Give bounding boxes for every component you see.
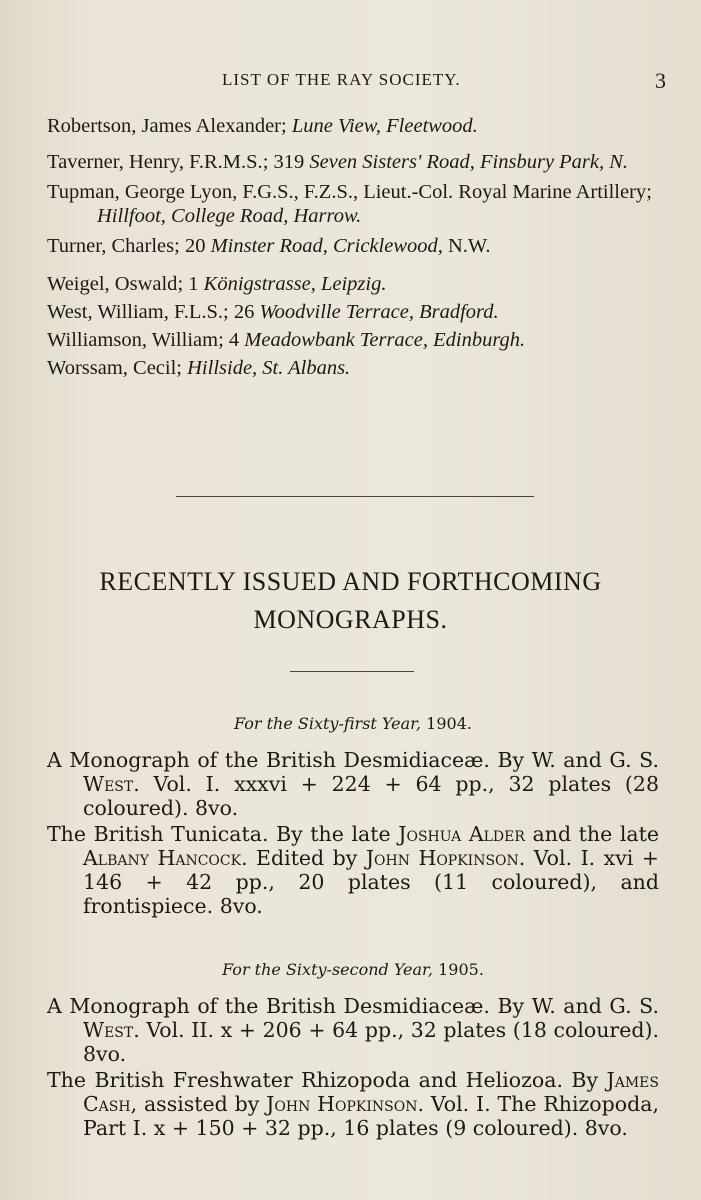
address-number: 26	[233, 301, 255, 323]
address-number: 20	[184, 235, 206, 257]
section-title-line: RECENTLY ISSUED AND FORTHCOMING	[99, 567, 602, 596]
member-name: Williamson, William	[47, 329, 219, 351]
monograph-text: Vol. II. x + 206 + 64 pp., 32 plates (18 coloured). 8vo.	[83, 1018, 659, 1066]
member-name: Turner, Charles	[47, 235, 175, 257]
member-entry: Williamson, William; 4 Meadowbank Terrace, Edinburgh.	[47, 329, 526, 351]
member-entry: West, William, F.L.S.; 26 Woodville Terrace, Bradford.	[47, 301, 499, 323]
member-entry: Worssam, Cecil; Hillside, St. Albans.	[47, 357, 351, 379]
monograph-text: The British Tunicata. By the late	[47, 822, 391, 846]
year-number: 1904.	[426, 714, 472, 733]
member-name: Worssam, Cecil	[47, 357, 177, 379]
member-address: Hillfoot, College Road, Harrow.	[97, 205, 362, 227]
author-name: James Cash	[83, 1068, 659, 1116]
address-tail: N.W.	[448, 235, 491, 257]
member-name: Weigel, Oswald	[47, 273, 178, 295]
section-title-line: MONOGRAPHS.	[253, 605, 448, 634]
author-name: West.	[83, 772, 140, 796]
editor-name: John Hopkinson	[365, 846, 519, 870]
member-entry: Weigel, Oswald; 1 Königstrasse, Leipzig.	[47, 273, 387, 295]
monograph-text: . Vol. I. The Rhizopoda, Part I. x + 150 + 32 pp., 16 plates (9 coloured). 8vo.	[83, 1092, 659, 1140]
year-heading-text: For the Sixty-second Year,	[222, 960, 433, 979]
member-entry: Turner, Charles; 20 Minster Road, Cricklewood, N.W.	[47, 235, 491, 257]
monograph-entry	[47, 1068, 659, 1140]
author-name: John Hopkinson	[266, 1092, 418, 1116]
monograph-text: A Monograph of the British Desmidiaceæ. By W. and G. S.	[47, 748, 659, 772]
author-name: West.	[83, 1018, 140, 1042]
monograph-text: Vol. I. xxxvi + 224 + 64 pp., 32 plates (28 coloured). 8vo.	[83, 772, 659, 820]
member-address: Meadowbank Terrace, Edinburgh.	[244, 329, 526, 351]
monograph-text: . Edited by	[241, 846, 366, 870]
monograph-entry	[47, 822, 659, 918]
address-number: 319	[273, 151, 305, 173]
year-section	[47, 714, 659, 918]
year-heading	[47, 714, 659, 733]
monograph-entry	[47, 994, 659, 1066]
monograph-text: . Vol. I. xvi + 146 + 42 pp., 20 plates (11 coloured), and frontispiece. 8vo.	[83, 846, 659, 918]
year-number: 1905.	[438, 960, 484, 979]
member-address: Minster Road, Cricklewood,	[210, 235, 443, 257]
member-entry: Taverner, Henry, F.R.M.S.; 319 Seven Sisters' Road, Finsbury Park, N.	[47, 151, 629, 173]
member-entry: Tupman, George Lyon, F.G.S., F.Z.S., Lieut.-Col. Royal Marine Artillery; Hillfoot, College Road, Harrow.	[47, 181, 652, 227]
year-heading-text: For the Sixty-first Year,	[234, 714, 422, 733]
title-divider	[290, 671, 414, 672]
monograph-text: The British Freshwater Rhizopoda and Heliozoa. By	[47, 1068, 599, 1092]
year-heading	[47, 960, 659, 979]
running-head-title: LIST OF THE RAY SOCIETY.	[222, 70, 461, 89]
member-list	[47, 114, 672, 380]
section-divider	[176, 496, 534, 497]
member-name: Tupman, George Lyon, F.G.S., F.Z.S., Lieut.-Col. Royal Marine Artillery	[47, 181, 647, 203]
section-title	[0, 563, 701, 639]
address-number: 4	[228, 329, 240, 351]
running-head	[0, 70, 701, 96]
member-name: Taverner, Henry, F.R.M.S.	[47, 151, 263, 173]
year-section	[47, 960, 659, 1140]
member-address: Hillside, St. Albans.	[187, 357, 351, 379]
monograph-text: and the late	[524, 822, 659, 846]
monograph-text: , assisted by	[130, 1092, 267, 1116]
member-entry: Robertson, James Alexander; Lune View, Fleetwood.	[47, 115, 478, 137]
member-address: Woodville Terrace, Bradford.	[259, 301, 499, 323]
member-name: Robertson, James Alexander	[47, 115, 281, 137]
member-address: Lune View, Fleetwood.	[291, 115, 478, 137]
address-number: 1	[188, 273, 199, 295]
page-number: 3	[655, 68, 666, 93]
author-name: Joshua Alder	[398, 822, 525, 846]
member-name: West, William, F.L.S.	[47, 301, 224, 323]
member-address: Königstrasse, Leipzig.	[203, 273, 387, 295]
author-name: Albany Hancock	[83, 846, 242, 870]
member-address: Seven Sisters' Road, Finsbury Park, N.	[309, 151, 629, 173]
monograph-text: A Monograph of the British Desmidiaceæ. By W. and G. S.	[47, 994, 659, 1018]
monograph-entry	[47, 748, 659, 820]
